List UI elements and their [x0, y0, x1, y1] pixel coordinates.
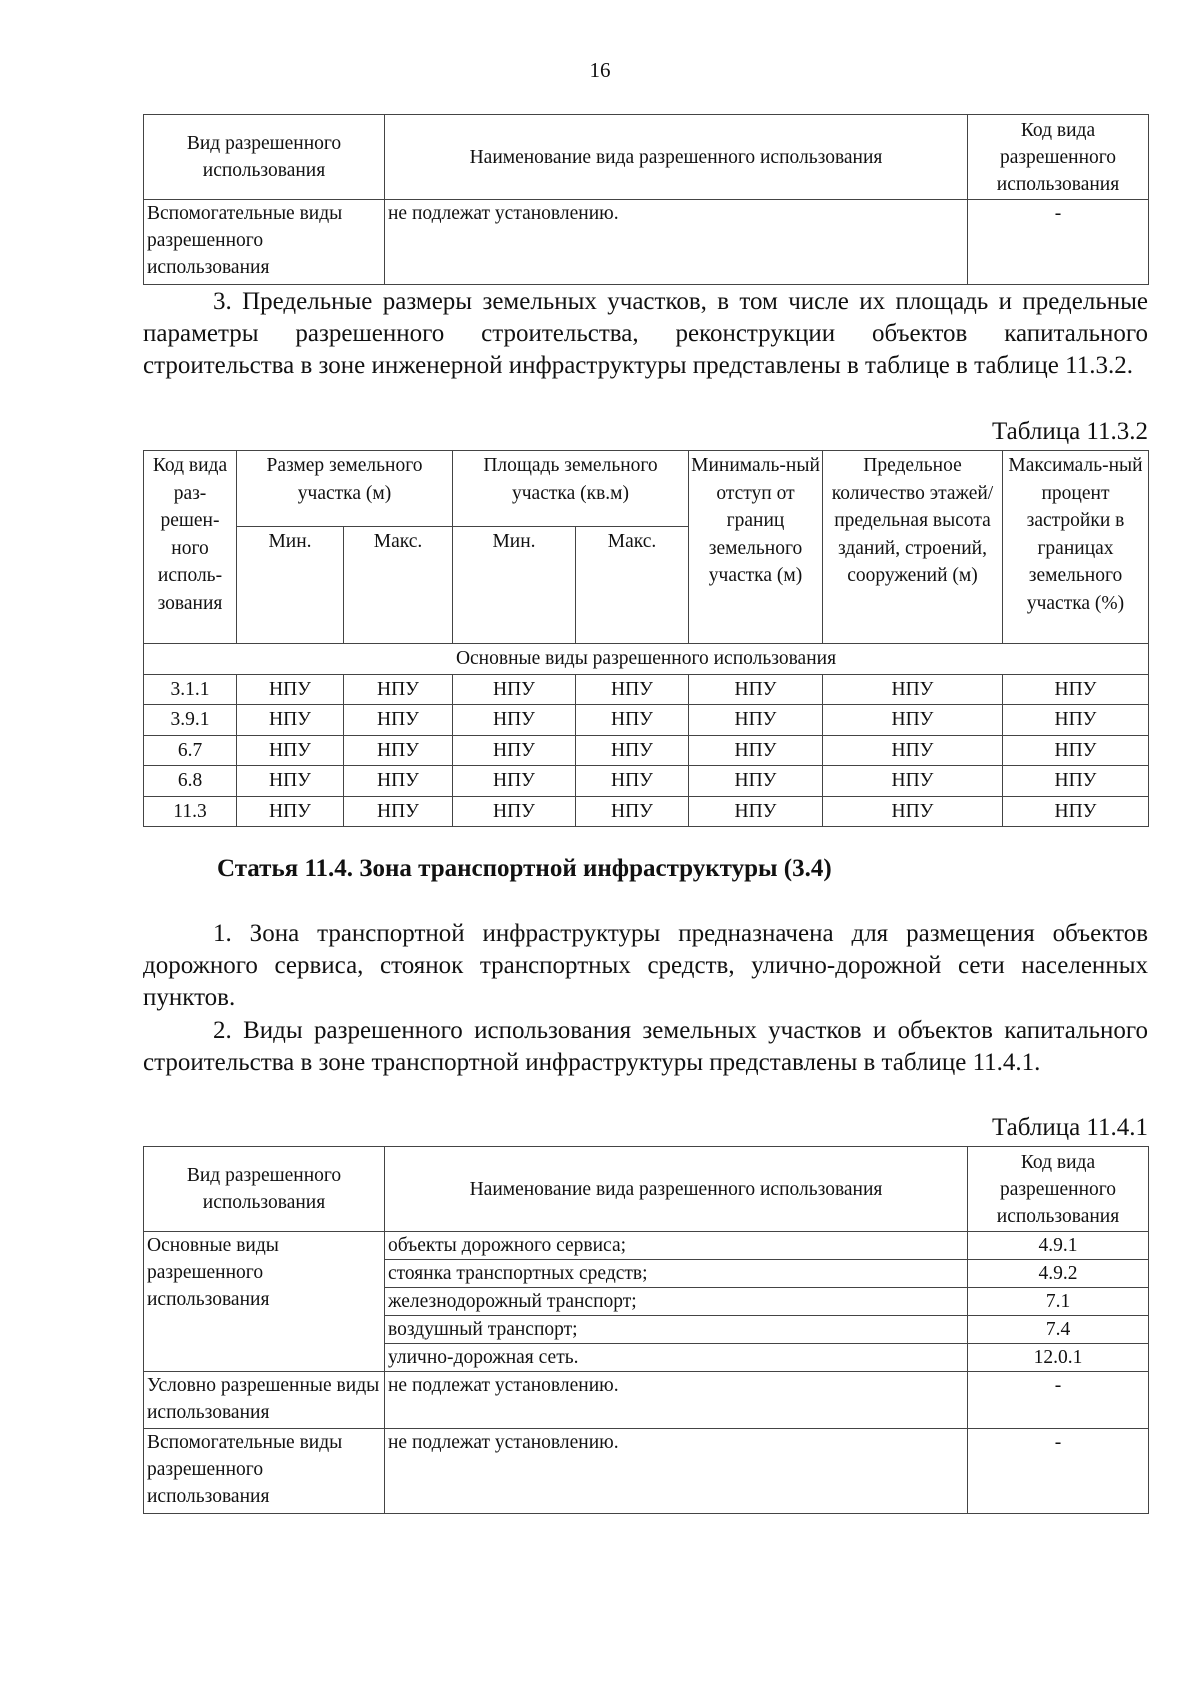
parameters-table — [143, 450, 1149, 827]
header-area-max: Макс. — [576, 527, 689, 644]
header-max-percent: Максималь-ный процент застройки в границах земельного участка (%) — [1003, 451, 1149, 644]
table-caption-11-4-1: Таблица 11.4.1 — [992, 1114, 1148, 1141]
header-land-area: Площадь земельного участка (кв.м) — [453, 451, 689, 527]
cell: НПУ — [689, 705, 823, 736]
conditional-code: - — [968, 1372, 1149, 1429]
cell: НПУ — [689, 735, 823, 766]
conditional-kind: Условно разрешенные виды использования — [144, 1372, 385, 1429]
header-kind: Вид разрешенного использования — [144, 1147, 385, 1232]
article-heading: Статья 11.4. Зона транспортной инфраструктуры (3.4) — [217, 855, 832, 882]
cell: НПУ — [823, 674, 1003, 705]
cell: НПУ — [576, 735, 689, 766]
cell: НПУ — [344, 796, 453, 827]
cell: НПУ — [689, 796, 823, 827]
conditional-name: не подлежат установлению. — [385, 1372, 968, 1429]
row-name: не подлежат установлению. — [385, 200, 968, 285]
cell: НПУ — [237, 705, 344, 736]
cell: НПУ — [237, 674, 344, 705]
header-min-indent: Минималь-ный отступ от границ земельного участка (м) — [689, 451, 823, 644]
cell-code: 6.7 — [144, 735, 237, 766]
header-kind: Вид разрешенного использования — [144, 115, 385, 200]
transport-land-use-table — [143, 1146, 1149, 1514]
table-caption-11-3-2: Таблица 11.3.2 — [992, 418, 1148, 445]
use-name: воздушный транспорт; — [385, 1316, 968, 1344]
cell: НПУ — [453, 705, 576, 736]
use-name: железнодорожный транспорт; — [385, 1288, 968, 1316]
cell-code: 6.8 — [144, 766, 237, 797]
row-kind: Вспомогательные виды разрешенного использования — [144, 200, 385, 285]
cell: НПУ — [453, 766, 576, 797]
cell: НПУ — [823, 735, 1003, 766]
auxiliary-name: не подлежат установлению. — [385, 1429, 968, 1514]
use-code: 4.9.2 — [968, 1260, 1149, 1288]
land-use-table-continuation — [143, 114, 1149, 285]
header-max-floors: Предельное количество этажей/ предельная высота зданий, строений, сооружений (м) — [823, 451, 1003, 644]
cell: НПУ — [689, 766, 823, 797]
header-code: Код вида раз-решен-ного исполь-зования — [144, 451, 237, 644]
cell-code: 11.3 — [144, 796, 237, 827]
auxiliary-kind: Вспомогательные виды разрешенного использования — [144, 1429, 385, 1514]
cell: НПУ — [453, 796, 576, 827]
use-name: стоянка транспортных средств; — [385, 1260, 968, 1288]
header-code: Код вида разрешенного использования — [968, 115, 1149, 200]
header-size-min: Мин. — [237, 527, 344, 644]
cell: НПУ — [1003, 766, 1149, 797]
cell: НПУ — [1003, 796, 1149, 827]
paragraph-3: 3. Предельные размеры земельных участков, в том числе их площадь и предельные параметры разрешенного строительства, реконструкции объектов капитального строительства в зоне инженерной инфраструктуры представлены в таблице в таблице 11.3.2. — [143, 288, 1148, 379]
header-name: Наименование вида разрешенного использования — [385, 1147, 968, 1232]
cell: НПУ — [1003, 735, 1149, 766]
use-name: объекты дорожного сервиса; — [385, 1232, 968, 1260]
use-code: 12.0.1 — [968, 1344, 1149, 1372]
cell-code: 3.9.1 — [144, 705, 237, 736]
cell: НПУ — [1003, 705, 1149, 736]
cell: НПУ — [344, 705, 453, 736]
cell: НПУ — [237, 796, 344, 827]
cell: НПУ — [1003, 674, 1149, 705]
cell: НПУ — [344, 735, 453, 766]
cell: НПУ — [237, 766, 344, 797]
paragraph-2: 2. Виды разрешенного использования земельных участков и объектов капитального строительства в зоне транспортной инфраструктуры представлены в таблице 11.4.1. — [143, 1017, 1148, 1076]
use-code: 7.1 — [968, 1288, 1149, 1316]
header-name: Наименование вида разрешенного использования — [385, 115, 968, 200]
cell: НПУ — [823, 705, 1003, 736]
cell: НПУ — [689, 674, 823, 705]
main-kind: Основные виды разрешенного использования — [144, 1232, 385, 1372]
use-code: 4.9.1 — [968, 1232, 1149, 1260]
cell: НПУ — [237, 735, 344, 766]
cell-code: 3.1.1 — [144, 674, 237, 705]
cell: НПУ — [576, 674, 689, 705]
header-code: Код вида разрешенного использования — [968, 1147, 1149, 1232]
auxiliary-code: - — [968, 1429, 1149, 1514]
cell: НПУ — [344, 674, 453, 705]
cell: НПУ — [823, 766, 1003, 797]
use-code: 7.4 — [968, 1316, 1149, 1344]
header-area-min: Мин. — [453, 527, 576, 644]
paragraph-1: 1. Зона транспортной инфраструктуры предназначена для размещения объектов дорожного сервиса, стоянок транспортных средств, улично-дорожной сети населенных пунктов. — [143, 920, 1148, 1011]
row-code: - — [968, 200, 1149, 285]
cell: НПУ — [453, 735, 576, 766]
page-number: 16 — [589, 58, 611, 82]
cell: НПУ — [576, 796, 689, 827]
header-size-max: Макс. — [344, 527, 453, 644]
cell: НПУ — [823, 796, 1003, 827]
cell: НПУ — [576, 705, 689, 736]
cell: НПУ — [453, 674, 576, 705]
header-land-size: Размер земельного участка (м) — [237, 451, 453, 527]
cell: НПУ — [344, 766, 453, 797]
group-row-main: Основные виды разрешенного использования — [144, 644, 1149, 675]
cell: НПУ — [576, 766, 689, 797]
use-name: улично-дорожная сеть. — [385, 1344, 968, 1372]
